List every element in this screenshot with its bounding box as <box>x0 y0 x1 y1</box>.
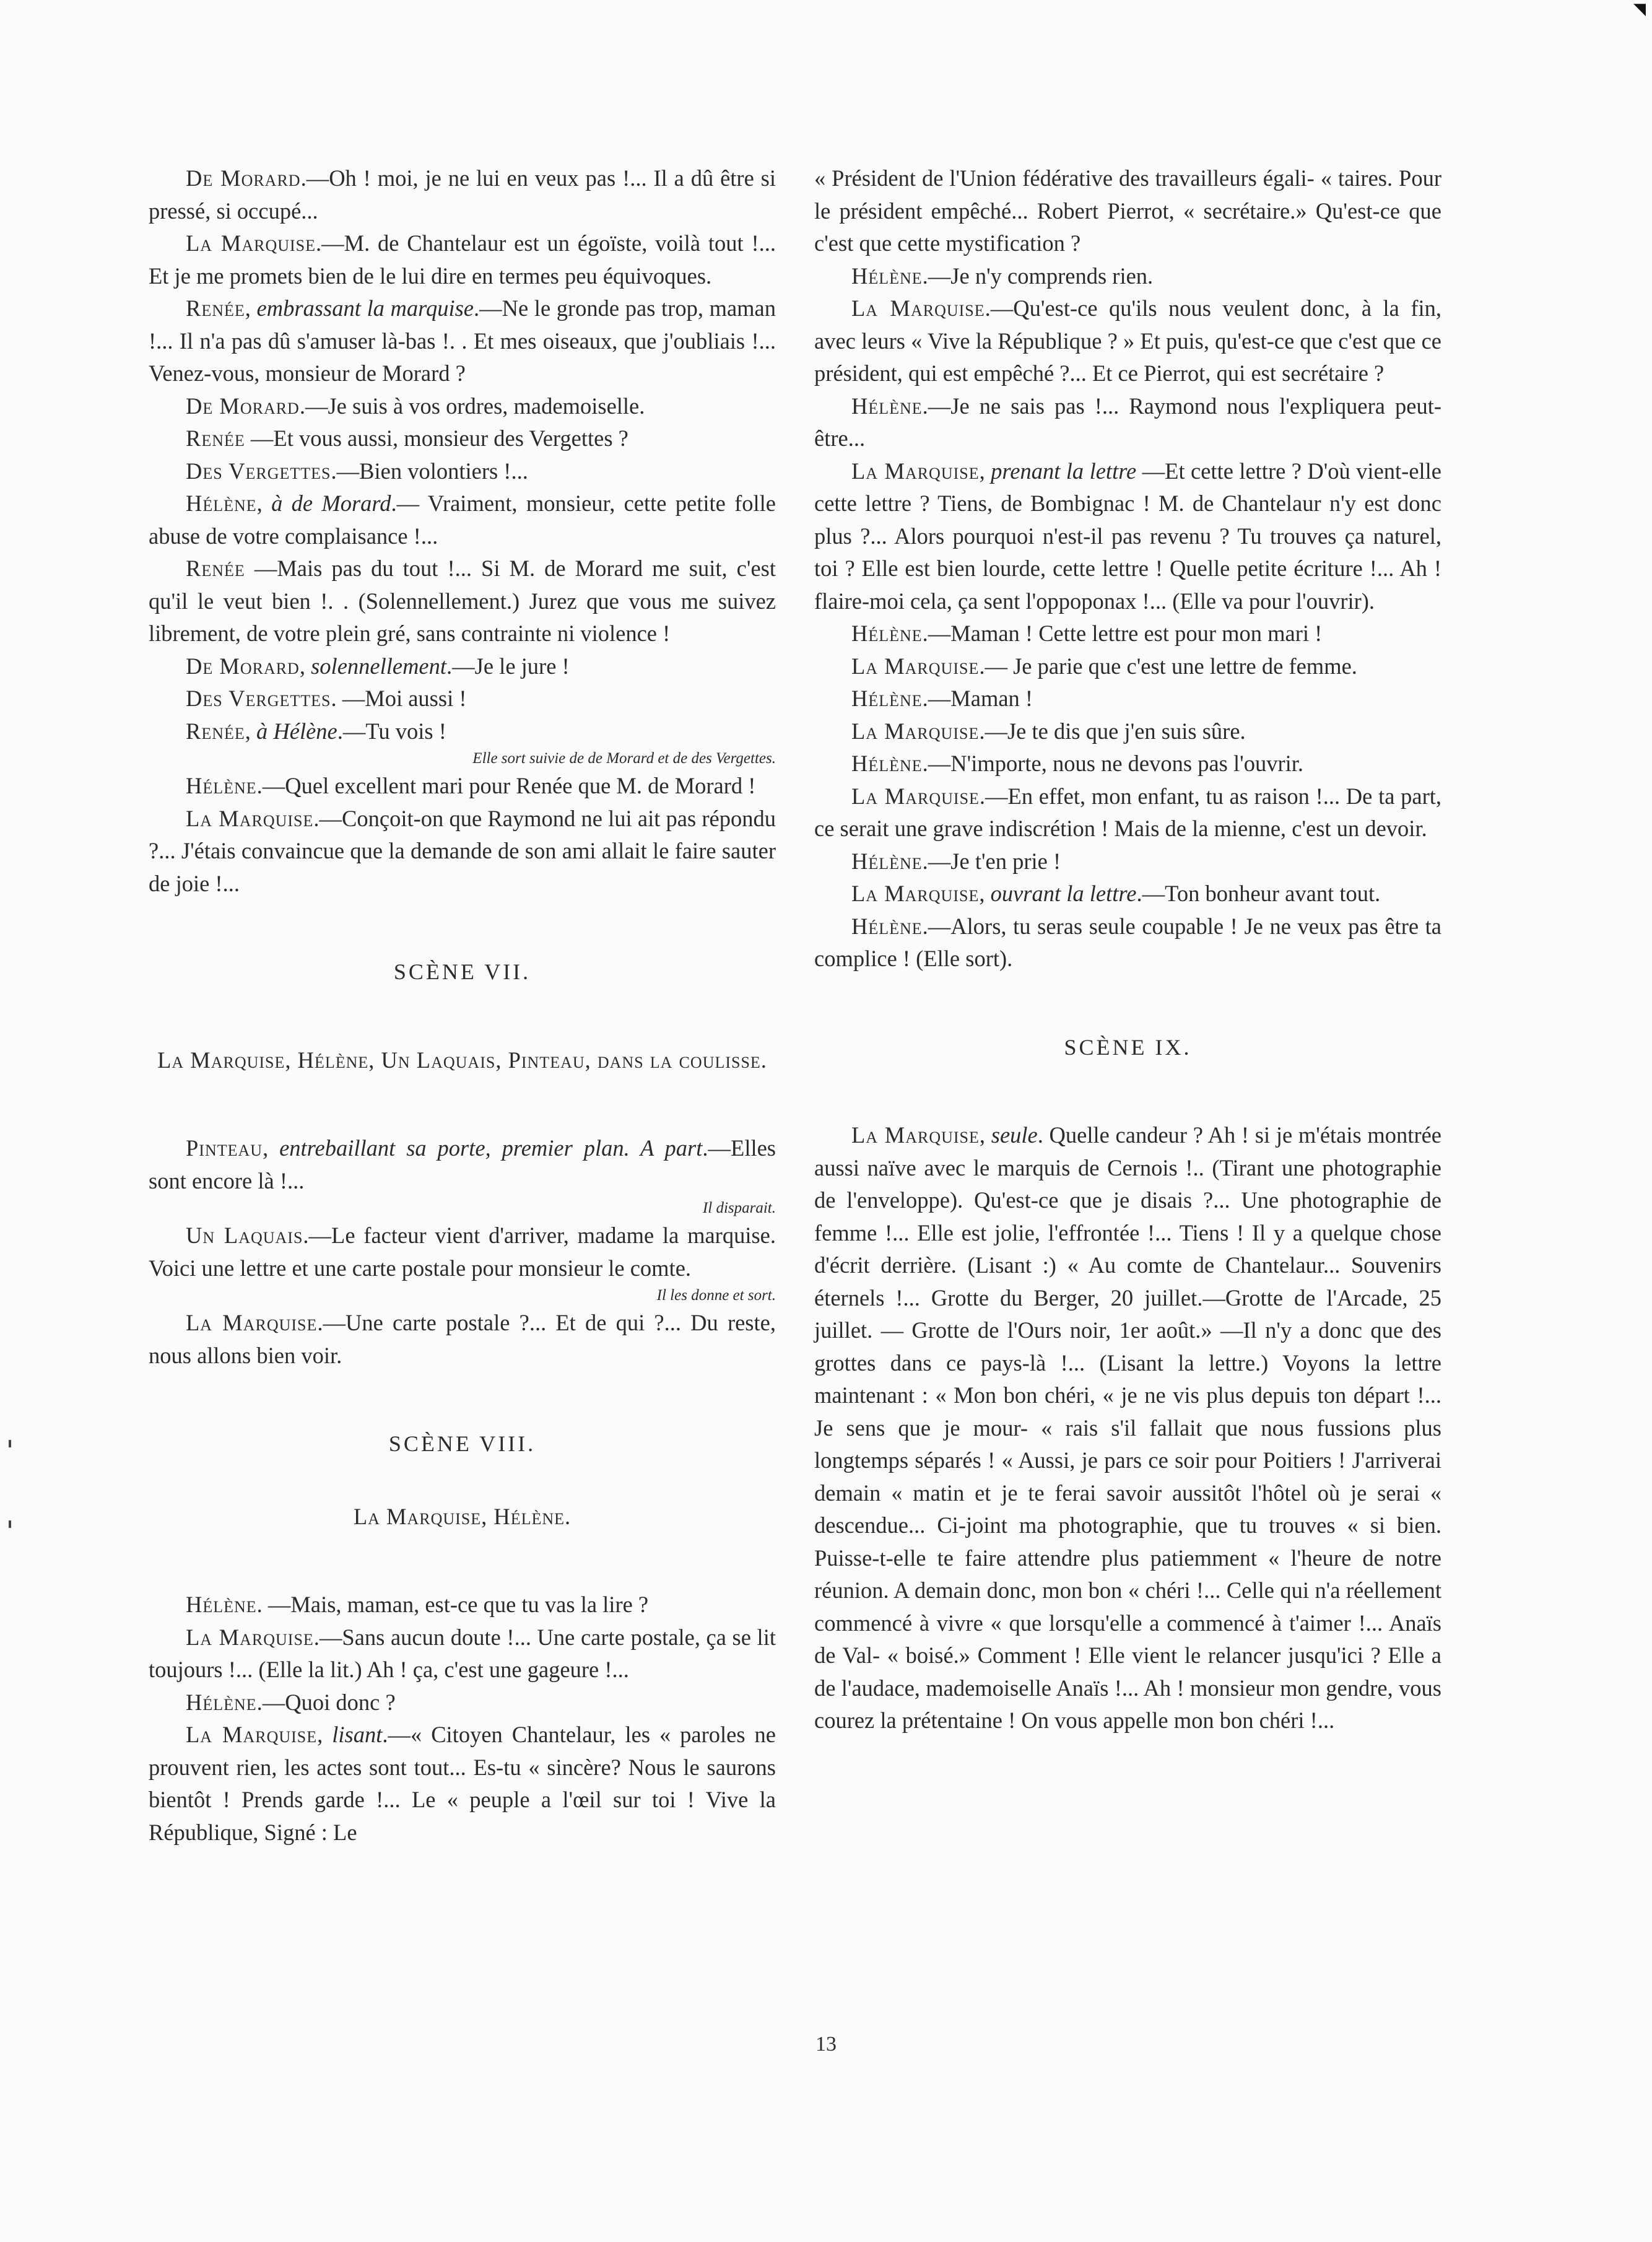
speaker-name: Un Laquais <box>186 1223 303 1248</box>
dialogue-text: . —Moi aussi ! <box>331 686 467 711</box>
dialogue-paragraph: La Marquise, lisant.—« Citoyen Chantelaur, les « paroles ne prouvent rien, les actes sont tout... Es-tu « sincère? Nous le saurons bientôt ! Prends garde !... Le « peuple a l'œil sur toi ! Vive la République, Signé : Le <box>149 1722 776 1845</box>
dialogue-text: .—Sans aucun doute !... Une carte postale, ça se lit toujours !... (Elle la lit.) Ah ! ça, c'est une gageure !... <box>149 1624 776 1682</box>
dialogue-paragraph <box>814 780 1441 845</box>
dialogue-text: .—Je ne sais pas !... Raymond nous l'expliquera peut-être... <box>814 393 1441 451</box>
dialogue-paragraph <box>814 748 1441 780</box>
scene-heading: SCÈNE VII. <box>393 959 531 984</box>
dialogue-paragraph <box>149 227 776 292</box>
dialogue-paragraph: La Marquise, ouvrant la lettre.—Ton bonheur avant tout. <box>851 881 1381 906</box>
dialogue-paragraph <box>149 455 776 488</box>
speaker-name: Hélène <box>186 773 257 798</box>
dialogue-text: .—Bien volontiers !... <box>331 458 528 484</box>
speaker-name: Hélène <box>186 1689 257 1715</box>
speaker-name: La Marquise <box>851 295 985 321</box>
spacer <box>149 1372 776 1428</box>
dialogue-paragraph <box>814 390 1441 455</box>
spacer <box>149 988 776 1044</box>
speaker-name: Des Vergettes <box>186 458 331 484</box>
dialogue-text: —Et vous aussi, monsieur des Vergettes ? <box>245 425 628 451</box>
speaker-name: La Marquise <box>851 458 980 484</box>
dialogue-paragraph <box>814 683 1441 715</box>
speaker-name: Hélène <box>186 1592 257 1617</box>
dialogue-paragraph <box>149 1589 776 1621</box>
scene-heading: SCÈNE VIII. <box>388 1431 536 1456</box>
stage-note: embrassant la marquise <box>256 295 474 321</box>
dialogue-text: .— Vraiment, monsieur, cette petite folle abuse de votre complaisance !... <box>149 491 776 549</box>
dialogue-paragraph <box>149 552 776 650</box>
stage-note: prenant la lettre <box>991 458 1137 484</box>
dialogue-text: .—Tu vois ! <box>337 718 446 744</box>
margin-mark <box>9 1440 11 1447</box>
dialogue-text: .—N'importe, nous ne devons pas l'ouvrir. <box>922 751 1304 776</box>
speaker-name: Pinteau <box>186 1135 263 1161</box>
dialogue-text: .—Ne le gronde pas trop, maman !... Il n'a pas dû s'amuser là-bas !. . Et mes oiseaux, que j'oubliais !... Venez-vous, monsieur de Morard ? <box>149 295 776 386</box>
dialogue-text: .—M. de Chantelaur est un égoïste, voilà tout !... Et je me promets bien de le lui dire en termes peu équivoques. <box>149 230 776 289</box>
dialogue-text: .—« Citoyen Chantelaur, les « paroles ne prouvent rien, les actes sont tout... Es-tu « sincère? Nous le saurons bientôt ! Prends garde !... Le « peuple a l'œil sur toi ! Vive la République, Signé : Le <box>149 1722 776 1845</box>
dialogue-text: .—Quoi donc ? <box>256 1689 396 1715</box>
speaker-name: La Marquise <box>851 1122 980 1148</box>
spacer <box>814 975 1441 1031</box>
dialogue-text: .—Maman ! <box>922 686 1033 711</box>
speaker-name: Hélène <box>851 751 923 776</box>
speaker-name: De Morard <box>186 165 301 191</box>
speaker-name: Hélène <box>851 393 923 419</box>
dialogue-paragraph <box>814 260 1441 293</box>
speaker-name: La Marquise <box>851 783 980 809</box>
speaker-name: Hélène <box>851 263 923 289</box>
dialogue-text: .—Quel excellent mari pour Renée que M. de Morard ! <box>256 773 756 798</box>
dialogue-paragraph: Hélène, à de Morard.— Vraiment, monsieur, cette petite folle abuse de votre complaisance !... <box>149 491 776 549</box>
stage-note: à de Morard <box>271 491 391 516</box>
speaker-name: De Morard <box>186 653 300 679</box>
speaker-name: La Marquise <box>186 230 316 256</box>
page-number: 13 <box>815 2033 837 2056</box>
dialogue-paragraph <box>814 910 1441 975</box>
stage-note: lisant <box>332 1722 383 1747</box>
dialogue-text: .—Je t'en prie ! <box>922 848 1061 874</box>
dialogue-paragraph <box>814 292 1441 390</box>
speaker-name: La Marquise <box>186 805 314 831</box>
dialogue-paragraph <box>814 617 1441 650</box>
speaker-name: De Morard <box>186 393 300 419</box>
dialogue-text: .—Alors, tu seras seule coupable ! Je ne veux pas être ta complice ! (Elle sort). <box>814 913 1441 971</box>
speaker-name: La Marquise <box>851 881 980 906</box>
dialogue-paragraph <box>149 1621 776 1686</box>
dialogue-paragraph: De Morard, solennellement.—Je le jure ! <box>186 653 570 679</box>
dialogue-text: « Président de l'Union fédérative des travailleurs égali- « taires. Pour le président empêché... Robert Pierrot, « secrétaire.» Qu'est-ce que c'est que cette mystification ? <box>814 165 1441 256</box>
speaker-name: Renée <box>186 718 245 744</box>
margin-mark <box>9 1520 11 1528</box>
speaker-name: La Marquise <box>186 1624 314 1650</box>
dialogue-paragraph <box>149 1307 776 1372</box>
dialogue-paragraph <box>149 770 776 803</box>
speaker-name: La Marquise <box>851 653 980 679</box>
dialogue-paragraph: Pinteau, entrebaillant sa porte, premier plan. A part.—Elles sont encore là !... <box>149 1135 776 1193</box>
dialogue-paragraph <box>149 390 776 423</box>
dialogue-text: —Mais pas du tout !... Si M. de Morard me suit, c'est qu'il le veut bien !. . (Solennellement.) Jurez que vous me suivez librement, de votre plein gré, sans contrainte ni violence ! <box>149 556 776 646</box>
dialogue-text: —Et cette lettre ? D'où vient-elle cette lettre ? Tiens, de Bombignac ! M. de Chantelaur n'y est donc plus ?... Alors pourquoi n'est-il pas revenu ? Tu trouves ça naturel, toi ? Elle est bien lourde, cette lettre ! Quelle petite écriture !... Ah ! flaire-moi cela, ça sent l'oppoponax !... (Elle va pour l'ouvrir). <box>814 458 1442 614</box>
dialogue-text: .—Conçoit-on que Raymond ne lui ait pas répondu ?... J'étais convaincue que la demande de son ami allait le faire sauter de joie !... <box>149 805 776 896</box>
speaker-name: La Marquise <box>186 1310 318 1335</box>
corner-mark: ◥ <box>1633 0 1646 18</box>
stage-direction: Il les donne et sort. <box>656 1287 776 1304</box>
speaker-name: La Marquise <box>186 1722 318 1747</box>
stage-direction: Il disparait. <box>702 1200 776 1216</box>
stage-note: seule <box>991 1122 1038 1148</box>
speaker-name: Hélène <box>186 491 257 516</box>
dialogue-paragraph <box>149 683 776 715</box>
dialogue-paragraph <box>814 845 1441 878</box>
dialogue-paragraph <box>149 1219 776 1285</box>
speaker-name: Renée <box>186 295 245 321</box>
dialogue-text: .—Qu'est-ce qu'ils nous veulent donc, à la fin, avec leurs « Vive la République ? » Et puis, qu'est-ce que c'est que ce président, qui est empêché ?... Et ce Pierrot, qui est secrétaire ? <box>814 295 1441 386</box>
dialogue-paragraph <box>149 162 776 227</box>
stage-note: entrebaillant sa porte, premier plan. A part <box>279 1135 703 1161</box>
speaker-name: Hélène <box>851 848 923 874</box>
speaker-name: Renée <box>186 425 245 451</box>
stage-note: solennellement <box>311 653 447 679</box>
dialogue-text: .—Le facteur vient d'arriver, madame la marquise. Voici une lettre et une carte postale pour monsieur le comte. <box>149 1223 776 1281</box>
dialogue-paragraph: Renée, à Hélène.—Tu vois ! <box>186 718 446 744</box>
right-column <box>814 162 1441 1737</box>
left-column <box>149 162 776 1849</box>
speaker-name: Renée <box>186 556 245 581</box>
cast-list: La Marquise, Hélène, Un Laquais, Pinteau, dans la coulisse. <box>157 1047 767 1073</box>
dialogue-text: .—Je suis à vos ordres, mademoiselle. <box>299 393 645 419</box>
spacer <box>814 1063 1441 1119</box>
spacer <box>149 1076 776 1132</box>
dialogue-text: .—Une carte postale ?... Et de qui ?... Du reste, nous allons bien voir. <box>149 1310 776 1368</box>
dialogue-paragraph: La Marquise, prenant la lettre —Et cette lettre ? D'où vient-elle cette lettre ? Tiens, de Bombignac ! M. de Chantelaur n'y est donc plus ?... Alors pourquoi n'est-il pas revenu ? Tu trouves ça naturel, toi ? Elle est bien lourde, cette lettre ! Quelle petite écriture !... Ah ! flaire-moi cela, ça sent l'oppoponax !... (Elle va pour l'ouvrir). <box>814 458 1442 614</box>
spacer <box>149 1460 776 1501</box>
dialogue-text: .—Oh ! moi, je ne lui en veux pas !... Il a dû être si pressé, si occupé... <box>149 165 776 224</box>
dialogue-text: .—En effet, mon enfant, tu as raison !... De ta part, ce serait une grave indiscrétion ! Mais de la mienne, c'est un devoir. <box>814 783 1441 841</box>
stage-note: ouvrant la lettre <box>990 881 1137 906</box>
dialogue-text: . —Mais, maman, est-ce que tu vas la lire ? <box>256 1592 649 1617</box>
dialogue-paragraph <box>149 422 776 455</box>
stage-direction: Elle sort suivie de de Morard et de des Vergettes. <box>472 750 776 767</box>
dialogue-paragraph <box>814 715 1441 748</box>
scene-heading: SCÈNE IX. <box>1064 1034 1192 1060</box>
speaker-name: Hélène <box>851 913 923 939</box>
dialogue-paragraph: Renée, embrassant la marquise.—Ne le gronde pas trop, maman !... Il n'a pas dû s'amuser là-bas !. . Et mes oiseaux, que j'oubliais !... Venez-vous, monsieur de Morard ? <box>149 295 776 386</box>
dialogue-paragraph <box>149 803 776 901</box>
dialogue-text: .—Je te dis que j'en suis sûre. <box>979 718 1246 744</box>
speaker-name: Hélène <box>851 686 923 711</box>
spacer <box>149 1533 776 1589</box>
dialogue-paragraph: La Marquise, seule. Quelle candeur ? Ah ! si je m'étais montrée aussi naïve avec le marquis de Cernois !.. (Tirant une photographie de l'enveloppe). Qu'est-ce que je disais ?... Une photographie de femme !... Elle est jolie, l'effrontée !... Tiens ! Il y a quelque chose d'écrit derrière. (Lisant :) « Au comte de Chantelaur... Souvenirs éternels !... Grotte du Berger, 20 juillet.—Grotte de l'Arcade, 25 juillet. — Grotte de l'Ours noir, 1er août.» —Il n'y a donc que des grottes dans ce pays-là !... (Lisant la lettre.) Voyons la lettre maintenant : « Mon bon chéri, « je ne vis plus depuis ton départ !... Je sens que je mour- « rais s'il fallait que nous fussions plus longtemps séparés ! « Aussi, je pars ce soir pour Poitiers ! J'arriverai demain « matin et je te ferai savoir aussitôt l'hôtel où je serai « descendue... Ci-joint ma photographie, que tu trouves « si bien. Puisse-t-elle te faire attendre plus patiemment « l'heure de notre réunion. A demain donc, mon bon « chéri !... Celle qui n'a réellement commencé à vivre « que lorsqu'elle a commencé à t'aimer !... Anaïs de Val- « boisé.» Comment ! Elle vient le relancer jusqu'ici ? Elle a de l'audace, mademoiselle Anaïs !... Ah ! monsieur mon gendre, vous courez la prétentaine ! On vous appelle mon bon chéri !... <box>814 1122 1442 1733</box>
dialogue-text: . Quelle candeur ? Ah ! si je m'étais montrée aussi naïve avec le marquis de Cernois !.. (Tirant une photographie de l'enveloppe). Qu'est-ce que je disais ?... Une photographie de femme !... Elle est jolie, l'effrontée !... Tiens ! Il y a quelque chose d'écrit derrière. (Lisant :) « Au comte de Chantelaur... Souvenirs éternels !... Grotte du Berger, 20 juillet.—Grotte de l'Arcade, 25 juillet. — Grotte de l'Ours noir, 1er août.» —Il n'y a donc que des grottes dans ce pays-là !... (Lisant la lettre.) Voyons la lettre maintenant : « Mon bon chéri, « je ne vis plus depuis ton départ !... Je sens que je mour- « rais s'il fallait que nous fussions plus longtemps séparés ! « Aussi, je pars ce soir pour Poitiers ! J'arriverai demain « matin et je te ferai savoir aussitôt l'hôtel où je serai « descendue... Ci-joint ma photographie, que tu trouves « si bien. Puisse-t-elle te faire attendre plus patiemment « l'heure de notre réunion. A demain donc, mon bon « chéri !... Celle qui n'a réellement commencé à vivre « que lorsqu'elle a commencé à t'aimer !... Anaïs de Val- « boisé.» Comment ! Elle vient le relancer jusqu'ici ? Elle a de l'audace, mademoiselle Anaïs !... Ah ! monsieur mon gendre, vous courez la prétentaine ! On vous appelle mon bon chéri !... <box>814 1122 1442 1733</box>
speaker-name: Des Vergettes <box>186 686 331 711</box>
stage-note: à Hélène <box>256 718 337 744</box>
spacer <box>149 900 776 956</box>
dialogue-text: .—Je n'y comprends rien. <box>922 263 1154 289</box>
dialogue-text: .—Je le jure ! <box>446 653 570 679</box>
dialogue-text: .— Je parie que c'est une lettre de femme. <box>979 653 1357 679</box>
dialogue-paragraph <box>814 650 1441 683</box>
speaker-name: Hélène <box>851 621 923 646</box>
dialogue-text: .—Elles sont encore là !... <box>149 1135 776 1193</box>
cast-list: La Marquise, Hélène. <box>353 1503 572 1529</box>
speaker-name: La Marquise <box>851 718 980 744</box>
dialogue-paragraph <box>814 162 1441 260</box>
dialogue-text: .—Ton bonheur avant tout. <box>1136 881 1381 906</box>
dialogue-paragraph <box>149 1686 776 1719</box>
dialogue-text: .—Maman ! Cette lettre est pour mon mari ! <box>922 621 1323 646</box>
